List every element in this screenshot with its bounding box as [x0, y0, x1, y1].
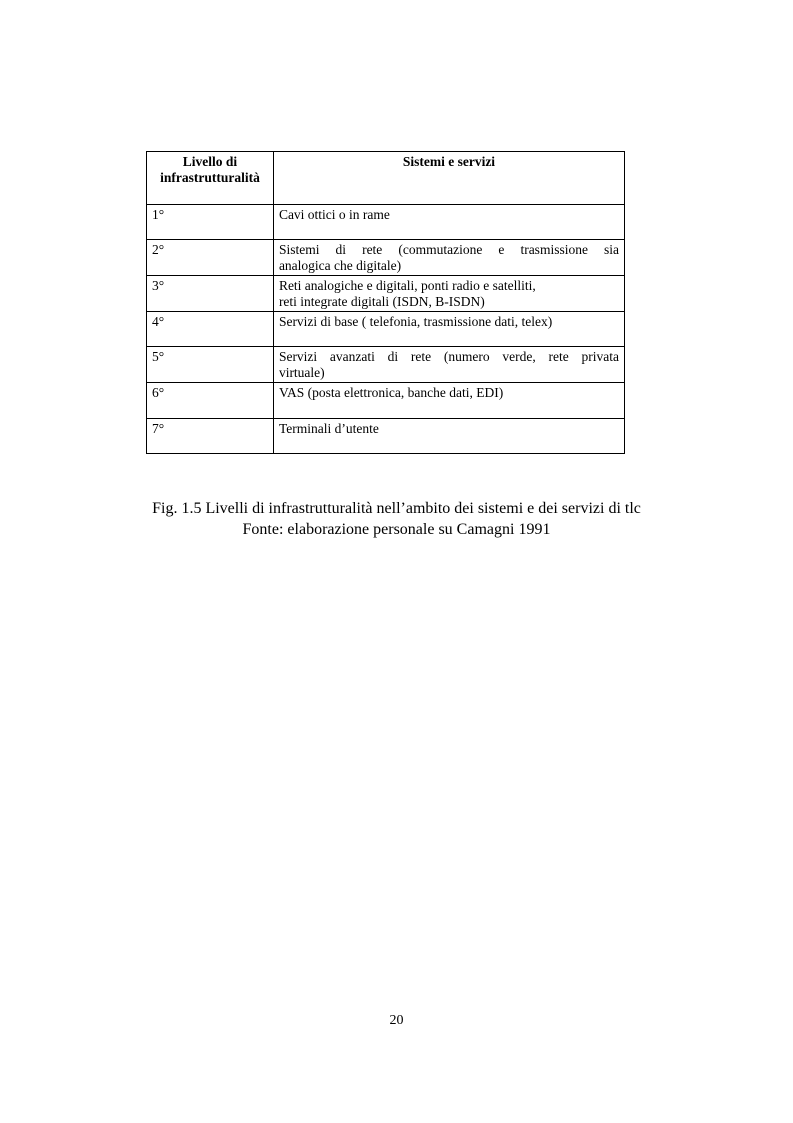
- description-line: Sistemi di rete (commutazione e trasmissione sia: [278, 242, 619, 257]
- description-line: analogica che digitale): [278, 258, 402, 273]
- description-line: Servizi di base ( telefonia, trasmissione dati, telex): [278, 314, 553, 329]
- description-cell: [273, 276, 624, 312]
- header-systems-cell: Sistemi e servizi: [273, 152, 624, 205]
- description-line: Servizi avanzati di rete (numero verde, rete privata: [278, 349, 619, 364]
- description-cell: [273, 205, 624, 240]
- table-row: [147, 240, 625, 276]
- table-row: [147, 383, 625, 419]
- header-level-cell: [147, 152, 274, 205]
- level-cell: 3°: [147, 276, 274, 312]
- level-cell: 6°: [147, 383, 274, 419]
- description-line: VAS (posta elettronica, banche dati, EDI): [278, 385, 504, 400]
- description-line: Terminali d’utente: [278, 421, 379, 436]
- table-row: [147, 419, 625, 454]
- header-level-line1: Livello di: [182, 154, 238, 169]
- level-cell: 5°: [147, 347, 274, 383]
- table-row: [147, 276, 625, 312]
- caption-source: Fonte: elaborazione personale su Camagni 1991: [242, 521, 551, 538]
- level-cell: 2°: [147, 240, 274, 276]
- header-level-line2: infrastrutturalità: [160, 170, 260, 185]
- level-cell: 1°: [147, 205, 274, 240]
- table-row: [147, 312, 625, 347]
- table-header-row: [147, 152, 625, 205]
- infrastructure-levels-table: [146, 151, 625, 454]
- description-cell: [273, 383, 624, 419]
- description-line: Reti analogiche e digitali, ponti radio e satelliti,: [278, 278, 536, 293]
- description-cell: [273, 312, 624, 347]
- page-number: 20: [389, 1013, 404, 1028]
- caption-title: Fig. 1.5 Livelli di infrastrutturalità nell’ambito dei sistemi e dei servizi di tlc: [152, 500, 641, 517]
- table-row: [147, 205, 625, 240]
- description-line: Cavi ottici o in rame: [278, 207, 390, 222]
- figure-caption: [100, 498, 693, 540]
- table-row: [147, 347, 625, 383]
- description-line: reti integrate digitali (ISDN, B-ISDN): [278, 294, 485, 309]
- description-cell: [273, 240, 624, 276]
- description-cell: [273, 419, 624, 454]
- description-line: virtuale): [278, 365, 325, 380]
- level-cell: 7°: [147, 419, 274, 454]
- level-cell: 4°: [147, 312, 274, 347]
- description-cell: [273, 347, 624, 383]
